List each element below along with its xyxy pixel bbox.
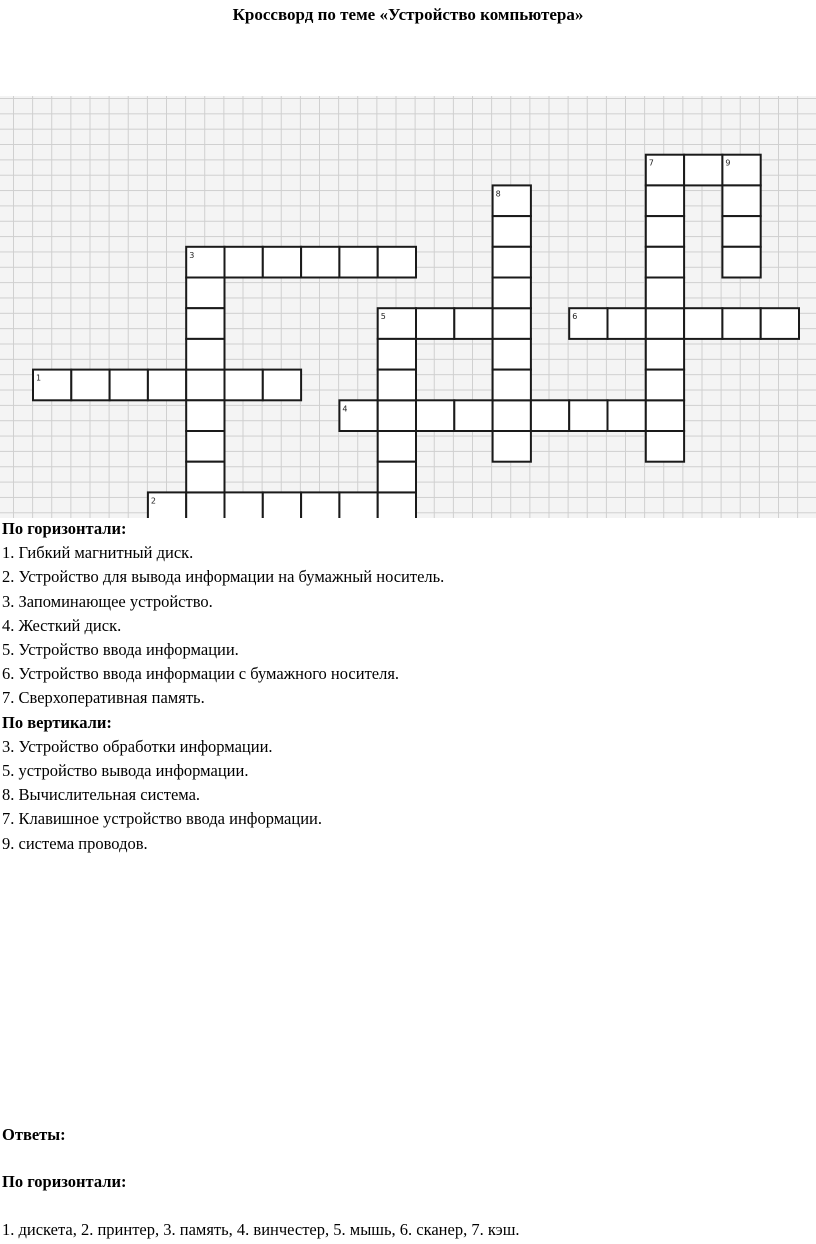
- crossword-cell: [186, 370, 224, 401]
- clue-number-2: 2: [150, 496, 156, 506]
- crossword-cell: [684, 308, 722, 339]
- crossword-cell: [493, 308, 531, 339]
- across-clue-5: 5. Устройство ввода информации.: [2, 640, 239, 660]
- crossword-cell: [110, 370, 148, 401]
- crossword-cell: [186, 431, 224, 462]
- crossword-cell: [148, 370, 186, 401]
- answers-across-heading: По горизонтали:: [2, 1172, 127, 1191]
- page-title: Кроссворд по теме «Устройство компьютера»: [232, 5, 584, 24]
- crossword-cell: [378, 431, 416, 462]
- crossword-cell: [646, 247, 684, 278]
- crossword-cell: [186, 339, 224, 370]
- down-clue-3: 3. Устройство обработки информации.: [2, 736, 273, 756]
- crossword-cell: [684, 155, 722, 186]
- crossword-cell: [493, 247, 531, 278]
- crossword-cell: [186, 492, 224, 518]
- clue-number-5: 5: [380, 312, 386, 322]
- clue-number-6: 6: [572, 312, 578, 322]
- across-clue-1: 1. Гибкий магнитный диск.: [2, 543, 194, 563]
- crossword-cell: [378, 400, 416, 431]
- clue-number-1: 1: [36, 373, 42, 383]
- crossword-cell: [301, 247, 339, 278]
- crossword-cell: [186, 462, 224, 493]
- crossword-cell: [263, 492, 301, 518]
- crossword-cell: [646, 278, 684, 309]
- crossword-cell: [301, 492, 339, 518]
- answers-heading: Ответы:: [2, 1125, 66, 1144]
- crossword-cell: [608, 400, 646, 431]
- crossword-cell: [186, 400, 224, 431]
- across-heading: По горизонтали:: [2, 519, 127, 538]
- crossword-cell: [761, 308, 799, 339]
- crossword-cell: [646, 185, 684, 216]
- crossword-cell: [378, 370, 416, 401]
- crossword-cell: [186, 308, 224, 339]
- crossword-cell: [646, 216, 684, 247]
- crossword-cell: [646, 308, 684, 339]
- crossword-cell: [71, 370, 109, 401]
- across-clue-6: 6. Устройство ввода информации с бумажного носителя.: [2, 664, 400, 684]
- clue-number-8: 8: [495, 189, 501, 199]
- across-clue-3: 3. Запоминающее устройство.: [2, 591, 213, 611]
- crossword-cell: [186, 278, 224, 309]
- crossword-cell: [378, 492, 416, 518]
- crossword-cell: [722, 185, 760, 216]
- crossword-cell: [493, 339, 531, 370]
- crossword-cell: [454, 308, 492, 339]
- down-clue-9: 9. система проводов.: [2, 833, 148, 853]
- crossword-cell: [493, 431, 531, 462]
- crossword-cell: [722, 216, 760, 247]
- crossword-cell: [493, 370, 531, 401]
- across-clue-7: 7. Сверхоперативная память.: [2, 688, 205, 708]
- crossword-cell: [493, 216, 531, 247]
- clues-section: [2, 517, 812, 856]
- crossword-cell: [416, 308, 454, 339]
- crossword-cell: [263, 370, 301, 401]
- answers-across-line: 1. дискета, 2. принтер, 3. память, 4. винчестер, 5. мышь, 6. сканер, 7. кэш.: [2, 1220, 520, 1239]
- clue-number-4: 4: [342, 404, 348, 414]
- crossword-cell: [608, 308, 646, 339]
- crossword-cell: [646, 339, 684, 370]
- crossword-grid: [0, 96, 816, 518]
- crossword-cell: [646, 370, 684, 401]
- crossword-cell: [378, 247, 416, 278]
- crossword-cell: [646, 431, 684, 462]
- crossword-cell: [378, 339, 416, 370]
- down-heading: По вертикали:: [2, 712, 112, 732]
- crossword-cell: [531, 400, 569, 431]
- crossword-cell: [493, 400, 531, 431]
- crossword-cell: [225, 247, 263, 278]
- clue-number-7: 7: [648, 158, 654, 168]
- crossword-cell: [263, 247, 301, 278]
- clue-number-3: 3: [189, 250, 195, 260]
- crossword-cell: [454, 400, 492, 431]
- down-clue-5: 5. устройство вывода информации.: [2, 761, 249, 781]
- crossword-cell: [722, 247, 760, 278]
- crossword-cell: [722, 308, 760, 339]
- crossword-cell: [493, 278, 531, 309]
- down-clue-8: 8. Вычислительная система.: [2, 785, 201, 805]
- crossword-cell: [339, 247, 377, 278]
- crossword-cell: [416, 400, 454, 431]
- crossword-svg: [0, 96, 816, 518]
- clue-number-9: 9: [725, 158, 731, 168]
- crossword-cell: [569, 400, 607, 431]
- across-clue-4: 4. Жесткий диск.: [2, 615, 122, 635]
- crossword-cell: [646, 400, 684, 431]
- crossword-cell: [225, 492, 263, 518]
- crossword-cell: [225, 370, 263, 401]
- crossword-cell: [378, 462, 416, 493]
- crossword-cell: [339, 492, 377, 518]
- across-clue-2: 2. Устройство для вывода информации на бумажный носитель.: [2, 567, 445, 587]
- down-clue-7: 7. Клавишное устройство ввода информации.: [2, 809, 322, 829]
